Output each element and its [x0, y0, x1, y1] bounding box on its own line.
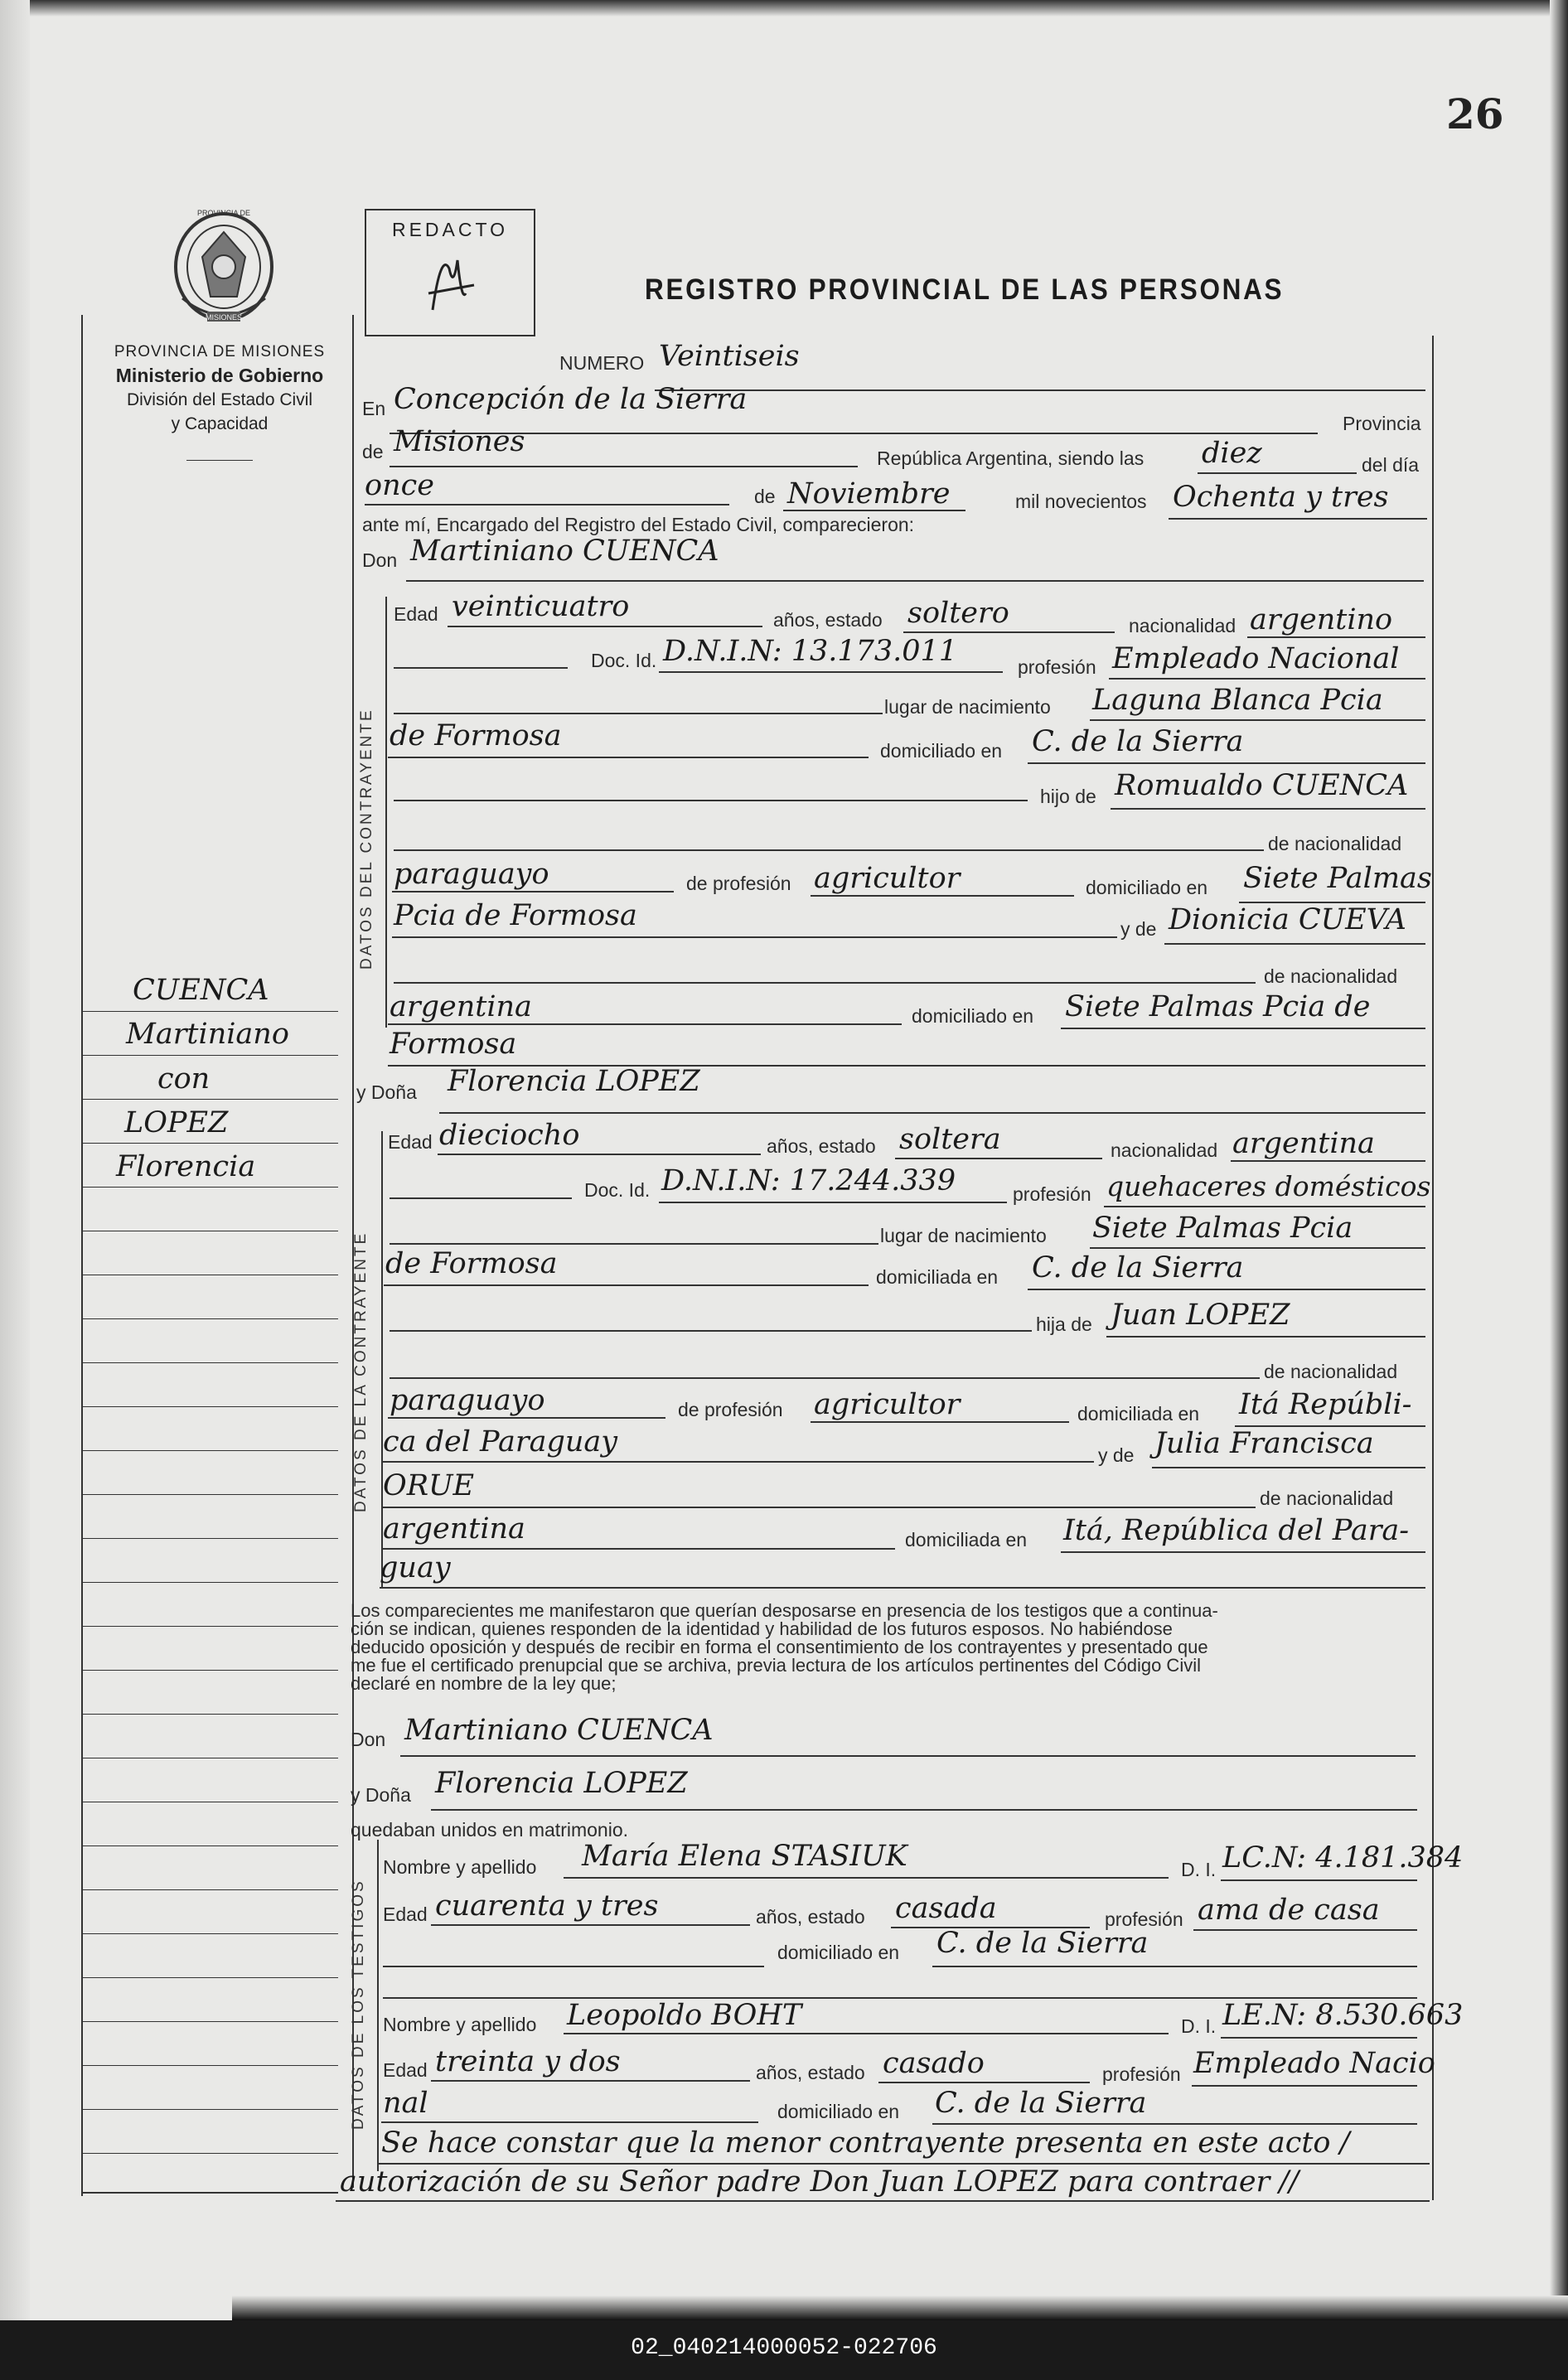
- label-mil-novecientos: mil novecientos: [1015, 491, 1147, 512]
- margin-rule-line: [81, 1362, 338, 1363]
- label-t2-anos-estado: años, estado: [756, 2062, 865, 2083]
- label-g-hijo-de: hijo de: [1040, 786, 1096, 807]
- value-mes: Noviembre: [787, 477, 951, 510]
- margin-note-line2: Martiniano: [126, 1018, 289, 1051]
- value-numero: Veintiseis: [659, 340, 800, 373]
- label-b-profesion: profesión: [1013, 1183, 1091, 1205]
- margin-rule-line: [81, 1011, 338, 1012]
- value-g-madre-dom1: Siete Palmas Pcia de: [1065, 990, 1371, 1023]
- agency-capacity: y Capacidad: [171, 414, 269, 433]
- label-g-padre-dom: domiciliado en: [1086, 877, 1208, 898]
- value-t2-domicilio: C. de la Sierra: [935, 2087, 1147, 2120]
- value-g-lugar1: Laguna Blanca Pcia: [1092, 684, 1383, 717]
- label-b-padre-prof: de profesión: [678, 1399, 783, 1420]
- value-g-lugar2: de Formosa: [390, 719, 562, 752]
- right-border: [1432, 336, 1434, 2200]
- paragraph-line5: declaré en nombre de la ley que;: [351, 1673, 617, 1694]
- label-g-madre-dom: domiciliado en: [912, 1005, 1034, 1027]
- label-g-nacionalidad: nacionalidad: [1129, 615, 1236, 636]
- value-nota2: autorización de su Señor padre Don Juan LOPEZ para contraer //: [340, 2165, 1299, 2199]
- page-top-edge: [30, 0, 1568, 17]
- page-right-edge: [1550, 0, 1568, 2320]
- label-g-y-de: y de: [1120, 918, 1157, 940]
- paragraph-line4: me fue el certificado prenupcial que se archiva, previa lectura de los artículos pertinentes del Código Civil: [351, 1655, 1201, 1676]
- label-g-edad: Edad: [394, 603, 438, 625]
- value-b-madre2: ORUE: [383, 1469, 475, 1502]
- value-anio: Ochenta y tres: [1173, 481, 1389, 514]
- value-provincia: Misiones: [394, 425, 525, 458]
- paragraph-line2: ción se indican, quienes responden de la identidad y habilidad de los futuros esposos. No habiéndose: [351, 1618, 1173, 1639]
- value-b-madre-nac: argentina: [383, 1512, 525, 1546]
- margin-rule-line: [81, 1670, 338, 1671]
- label-dona: y Doña: [356, 1081, 417, 1103]
- label-de: de: [362, 441, 384, 462]
- left-border: [81, 315, 83, 2196]
- redacto-box: [365, 209, 535, 336]
- value-t1-edad: cuarenta y tres: [435, 1889, 659, 1923]
- redacto-label: REDACTO: [391, 219, 509, 240]
- margin-note-line4: LOPEZ: [124, 1106, 229, 1139]
- margin-rule-line: [81, 2109, 338, 2110]
- label-t2-di: D. I.: [1181, 2015, 1217, 2037]
- label-en: En: [362, 398, 386, 419]
- value-b-padre-dom2: ca del Paraguay: [383, 1425, 618, 1458]
- book-spine: [0, 0, 30, 2320]
- value-hora: diez: [1202, 437, 1262, 470]
- value-g-madre-nac: argentina: [390, 990, 532, 1023]
- margin-rule-line: [81, 2021, 338, 2022]
- label-t2-profesion: profesión: [1102, 2063, 1181, 2085]
- label-quedaban: quedaban unidos en matrimonio.: [351, 1819, 629, 1841]
- value-b-estado: soltera: [899, 1123, 1001, 1156]
- page-bottom-edge: [232, 2295, 1568, 2320]
- label-b-domicilio: domiciliada en: [876, 1266, 999, 1288]
- value-g-padre-dom1: Siete Palmas: [1243, 862, 1432, 895]
- label-g-profesion: profesión: [1018, 656, 1096, 678]
- value-g-padre-prof: agricultor: [814, 862, 961, 895]
- value-t1-domicilio: C. de la Sierra: [936, 1927, 1149, 1960]
- page-number: 26: [1446, 89, 1504, 138]
- value-t2-edad: treinta y dos: [435, 2045, 621, 2078]
- redacto-signature-icon: [416, 244, 482, 318]
- label-b-padre-nac: de nacionalidad: [1264, 1361, 1398, 1382]
- label-b-nacionalidad: nacionalidad: [1111, 1139, 1218, 1161]
- label-t1-anos-estado: años, estado: [756, 1906, 865, 1928]
- value-b-domicilio: C. de la Sierra: [1032, 1251, 1244, 1284]
- margin-rule-line: [81, 1143, 338, 1144]
- value-t1-nombre: María Elena STASIUK: [582, 1840, 907, 1873]
- value-b-edad: dieciocho: [439, 1119, 580, 1152]
- margin-rule-line: [81, 1318, 338, 1319]
- margin-rule-line: [81, 1889, 338, 1890]
- value-g-padre-nac: paraguayo: [394, 858, 549, 891]
- label-b-y-de: y de: [1098, 1444, 1135, 1466]
- label-datos-contrayente: DATOS DEL CONTRAYENTE: [358, 708, 375, 970]
- value-b-padre-dom1: Itá Repúbli-: [1239, 1388, 1412, 1421]
- value-dia: once: [365, 469, 434, 502]
- label-dona2: y Doña: [351, 1784, 411, 1806]
- label-republica: República Argentina, siendo las: [877, 447, 1145, 469]
- value-b-padre-prof: agricultor: [814, 1388, 961, 1421]
- value-b-nacionalidad: argentina: [1232, 1127, 1375, 1160]
- label-b-doc: Doc. Id.: [584, 1179, 651, 1201]
- label-g-anos-estado: años, estado: [773, 609, 883, 631]
- label-t1-profesion: profesión: [1105, 1908, 1183, 1930]
- agency-ministry: Ministerio de Gobierno: [115, 365, 324, 386]
- label-de-mes: de: [754, 486, 776, 507]
- margin-rule-line: [81, 1494, 338, 1495]
- label-b-edad: Edad: [388, 1131, 433, 1153]
- margin-rule-line: [81, 1406, 338, 1407]
- value-g-domicilio: C. de la Sierra: [1032, 725, 1244, 758]
- label-g-doc: Doc. Id.: [591, 650, 657, 671]
- label-b-lugar: lugar de nacimiento: [880, 1225, 1047, 1246]
- seal-text-top: PROVINCIA DE: [196, 209, 250, 217]
- value-g-madre: Dionicia CUEVA: [1169, 903, 1406, 936]
- value-b-lugar1: Siete Palmas Pcia: [1092, 1212, 1353, 1245]
- value-t1-di: LC.N: 4.181.384: [1222, 1841, 1464, 1874]
- label-t1-di: D. I.: [1181, 1859, 1217, 1880]
- margin-rule-line: [81, 1099, 338, 1100]
- image-caption: 02_040214000052-022706: [631, 2335, 937, 2361]
- margin-rule-line: [81, 1582, 338, 1583]
- margin-rule-line: [81, 1626, 338, 1627]
- value-g-estado: soltero: [907, 597, 1009, 630]
- value-t2-nombre: Leopoldo BOHT: [567, 1999, 802, 2032]
- label-b-padre-dom: domiciliada en: [1077, 1403, 1200, 1425]
- label-ante-mi: ante mí, Encargado del Registro del Estado Civil, comparecieron:: [362, 514, 915, 535]
- value-b-padre: Juan LOPEZ: [1111, 1299, 1290, 1332]
- agency-province: PROVINCIA DE MISIONES: [114, 343, 326, 360]
- label-t1-domicilio: domiciliado en: [777, 1942, 900, 1963]
- margin-rule-line: [81, 1450, 338, 1451]
- document-title: REGISTRO PROVINCIAL DE LAS PERSONAS: [645, 273, 1285, 306]
- label-b-madre-dom: domiciliada en: [905, 1529, 1028, 1550]
- label-g-padre-nac: de nacionalidad: [1268, 833, 1402, 854]
- value-t2-profesion2: nal: [383, 2087, 428, 2120]
- margin-rule-line: [81, 1187, 338, 1188]
- label-don2: Don: [351, 1729, 386, 1750]
- value-dona: Florencia LOPEZ: [448, 1065, 700, 1098]
- margin-note-line1: CUENCA: [133, 974, 269, 1007]
- label-b-anos-estado: años, estado: [767, 1135, 876, 1157]
- label-provincia: Provincia: [1343, 413, 1421, 434]
- value-t2-profesion1: Empleado Nacio: [1193, 2047, 1435, 2080]
- margin-rule-line: [81, 1538, 338, 1539]
- seal-text-bottom: MISIONES: [205, 313, 242, 322]
- value-g-doc: D.N.I.N: 13.173.011: [663, 635, 958, 668]
- label-don: Don: [362, 549, 398, 571]
- margin-note-line3: con: [157, 1062, 211, 1096]
- value-b-madre1: Julia Francisca: [1154, 1427, 1374, 1460]
- margin-rule-line: [81, 2065, 338, 2066]
- label-b-hija-de: hija de: [1036, 1313, 1092, 1335]
- margin-note-line5: Florencia: [116, 1150, 256, 1183]
- agency-block: [91, 340, 348, 436]
- value-g-profesion: Empleado Nacional: [1112, 642, 1400, 675]
- value-g-madre-dom2: Formosa: [390, 1028, 517, 1061]
- label-del-dia: del día: [1362, 454, 1420, 476]
- label-t2-nombre: Nombre y apellido: [383, 2014, 537, 2035]
- margin-rule-line: [81, 2153, 338, 2154]
- value-t2-estado: casado: [883, 2047, 985, 2080]
- margin-rule-line: [81, 1933, 338, 1934]
- value-g-nacionalidad: argentino: [1250, 603, 1393, 636]
- value-b-madre-dom1: Itá, República del Para-: [1063, 1514, 1410, 1547]
- value-b-madre-dom2: guay: [380, 1551, 451, 1584]
- value-nota1: Se hace constar que la menor contrayente presenta en este acto /: [381, 2126, 1350, 2160]
- label-datos-testigos: DATOS DE LOS TESTIGOS: [350, 1879, 367, 2130]
- label-b-madre-nac: de nacionalidad: [1260, 1488, 1394, 1509]
- value-don: Martiniano CUENCA: [410, 535, 719, 568]
- agency-division: División del Estado Civil: [126, 390, 313, 409]
- label-g-domicilio: domiciliado en: [880, 740, 1003, 762]
- margin-rule-line: [81, 1977, 338, 1978]
- label-g-madre-nac: de nacionalidad: [1264, 965, 1398, 987]
- margin-rule-line: [81, 1714, 338, 1715]
- value-b-profesion: quehaceres domésticos: [1106, 1170, 1431, 1202]
- value-lugar: Concepción de la Sierra: [394, 383, 748, 416]
- value-b-doc: D.N.I.N: 17.244.339: [661, 1164, 956, 1197]
- value-dona2: Florencia LOPEZ: [435, 1767, 688, 1800]
- label-t1-nombre: Nombre y apellido: [383, 1856, 537, 1878]
- label-t1-edad: Edad: [383, 1904, 428, 1925]
- value-g-edad: veinticuatro: [452, 590, 630, 623]
- value-t1-estado: casada: [895, 1892, 997, 1925]
- value-b-padre-nac: paraguayo: [390, 1384, 545, 1417]
- value-g-padre-dom2: Pcia de Formosa: [394, 899, 637, 932]
- paragraph-line3: deducido oposición y después de recibir en forma el consentimiento de los contrayentes y presentado que: [351, 1637, 1208, 1657]
- value-t1-profesion: ama de casa: [1198, 1894, 1380, 1927]
- label-t2-domicilio: domiciliado en: [777, 2101, 900, 2122]
- value-t2-di: LE.N: 8.530.663: [1222, 1999, 1464, 2032]
- label-g-lugar: lugar de nacimiento: [884, 696, 1051, 718]
- margin-rule-line: [81, 1055, 338, 1056]
- label-numero: NUMERO: [559, 352, 645, 374]
- margin-rule-line: [81, 1845, 338, 1846]
- declaration-paragraph: [351, 1602, 1428, 1693]
- value-b-lugar2: de Formosa: [385, 1247, 558, 1280]
- value-g-padre: Romualdo CUENCA: [1115, 769, 1409, 802]
- paragraph-line1: Los comparecientes me manifestaron que querían desposarse en presencia de los testigos que a continua-: [351, 1600, 1218, 1621]
- label-g-padre-prof: de profesión: [686, 873, 791, 894]
- label-datos-contrayente-f: DATOS DE LA CONTRAYENTE: [352, 1231, 370, 1512]
- value-don2: Martiniano CUENCA: [404, 1714, 714, 1747]
- label-t2-edad: Edad: [383, 2059, 428, 2081]
